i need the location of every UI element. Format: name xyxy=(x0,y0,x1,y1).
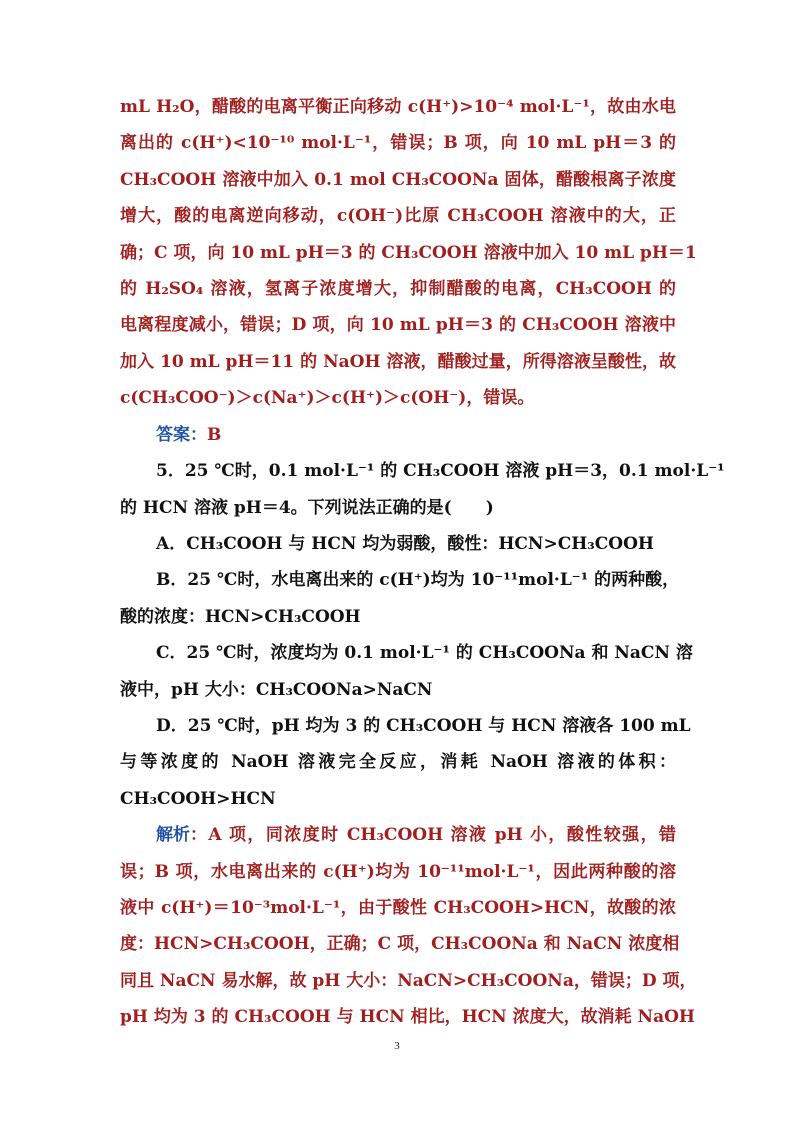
option-d: D．25 ℃时，pH 均为 3 的 CH₃COOH 与 HCN 溶液各 100 mL xyxy=(156,716,691,736)
question-stem: 5．25 ℃时，0.1 mol·L⁻¹ 的 CH₃COOH 溶液 pH＝3，0.1 mol·L⁻¹ xyxy=(156,461,725,481)
option-a: A．CH₃COOH 与 HCN 均为弱酸，酸性：HCN>CH₃COOH xyxy=(156,534,654,554)
option-d-cont: 与等浓度的 NaOH 溶液完全反应，消耗 NaOH 溶液的体积： xyxy=(120,752,676,772)
analysis-label: 解析 xyxy=(156,825,190,845)
analysis-line: pH 均为 3 的 CH₃COOH 与 HCN 相比，HCN 浓度大，故消耗 NaOH xyxy=(120,1007,695,1027)
option-c: C．25 ℃时，浓度均为 0.1 mol·L⁻¹ 的 CH₃COONa 和 NaCN 溶 xyxy=(156,643,693,663)
analysis-line: ：A 项，同浓度时 CH₃COOH 溶液 pH 小，酸性较强，错 xyxy=(190,825,676,845)
option-b: B．25 ℃时，水电离出来的 c(H⁺)均为 10⁻¹¹mol·L⁻¹ 的两种酸， xyxy=(156,570,680,590)
explanation-line: 增大，酸的电离逆向移动，c(OH⁻)比原 CH₃COOH 溶液中的大，正 xyxy=(120,206,676,226)
question-stem: 的 HCN 溶液 pH＝4。下列说法正确的是( ) xyxy=(120,498,494,518)
analysis-line: 同且 NaCN 易水解，故 pH 大小：NaCN>CH₃COONa，错误；D 项， xyxy=(120,971,697,991)
page-number: 3 xyxy=(394,1040,400,1052)
option-c-cont: 液中，pH 大小：CH₃COONa>NaCN xyxy=(120,680,433,700)
explanation-line: 离出的 c(H⁺)<10⁻¹⁰ mol·L⁻¹，错误；B 项，向 10 mL pH＝3 的 xyxy=(120,133,676,153)
explanation-line: 电离程度减小，错误；D 项，向 10 mL pH＝3 的 CH₃COOH 溶液中 xyxy=(120,315,676,335)
analysis-line: 度：HCN>CH₃COOH，正确；C 项，CH₃COONa 和 NaCN 浓度相 xyxy=(120,934,680,954)
analysis-first-line xyxy=(156,824,676,846)
analysis-line: 液中 c(H⁺)＝10⁻³mol·L⁻¹，由于酸性 CH₃COOH>HCN，故酸的浓 xyxy=(120,898,676,918)
option-d-cont: CH₃COOH>HCN xyxy=(120,789,276,809)
analysis-line: 误；B 项，水电离出来的 c(H⁺)均为 10⁻¹¹mol·L⁻¹，因此两种酸的溶 xyxy=(120,862,676,882)
explanation-line: mL H₂O，醋酸的电离平衡正向移动 c(H⁺)>10⁻⁴ mol·L⁻¹，故由水电 xyxy=(120,97,676,117)
explanation-line: c(CH₃COO⁻)＞c(Na⁺)＞c(H⁺)＞c(OH⁻)，错误。 xyxy=(120,388,535,408)
answer-label: 答案： xyxy=(156,425,207,445)
answer-value: B xyxy=(207,425,222,445)
explanation-line: 的 H₂SO₄ 溶液，氢离子浓度增大，抑制醋酸的电离，CH₃COOH 的 xyxy=(120,279,676,299)
explanation-line: 确；C 项，向 10 mL pH＝3 的 CH₃COOH 溶液中加入 10 mL pH＝1 xyxy=(120,243,697,263)
explanation-line: 加入 10 mL pH＝11 的 NaOH 溶液，醋酸过量，所得溶液呈酸性，故 xyxy=(120,352,676,372)
explanation-line: CH₃COOH 溶液中加入 0.1 mol CH₃COONa 固体，醋酸根离子浓度 xyxy=(120,170,676,190)
answer-row xyxy=(156,424,356,446)
option-b-cont: 酸的浓度：HCN>CH₃COOH xyxy=(120,607,361,627)
